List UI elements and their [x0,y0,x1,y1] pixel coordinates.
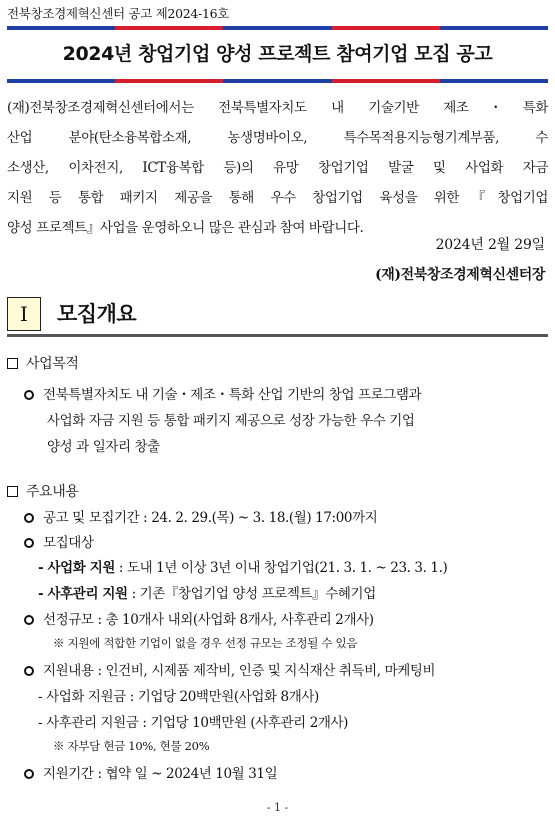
intro-paragraph [7,93,548,243]
section-number: Ⅰ [20,302,28,326]
square-bullet-icon [7,486,18,497]
target-sub-item: - 사후관리 지원 : 기존『창업기업 양성 프로젝트』수혜기업 [38,586,376,602]
scale-item: 선정규모 : 총 10개사 내외(사업화 8개사, 사후관리 2개사) [24,608,374,628]
intro-line: 산업 분야(탄소융복합소재, 농생명바이오, 특수목적용지능형기계부품, 수 [7,130,548,146]
circle-bullet-icon [24,390,34,400]
content-item: 지원내용 : 인건비, 시제품 제작비, 인증 및 지식재산 취득비, 마케팅비 [24,659,435,679]
main-heading: 주요내용 [7,481,79,501]
header-bottom-stripe [7,79,548,83]
section-number-box [7,297,41,331]
page-title: 2024년 창업기업 양성 프로젝트 참여기업 모집 공고 [62,43,493,65]
period-item: 공고 및 모집기간 : 24. 2. 29.(목) ~ 3. 18.(월) 17:00까지 [24,506,377,526]
document-number: 전북창조경제혁신센터 공고 제2024-16호 [7,6,230,21]
purpose-line: 전북특별자치도 내 기술・제조・특화 산업 기반의 창업 프로그램과 [24,383,421,403]
circle-bullet-icon [24,666,34,676]
content-sub-item: - 사후관리 지원금 : 기업당 10백만원 (사후관리 2개사) [38,715,349,731]
content-note: ※ 자부담 현금 10%, 현물 20% [53,739,210,753]
circle-bullet-icon [24,615,34,625]
square-bullet-icon [7,358,18,369]
section-divider [7,334,548,337]
target-sub-item: - 사업화 지원 : 도내 1년 이상 3년 이내 창업기업(21. 3. 1. ~ 23. 3. 1.) [38,560,448,576]
intro-line: 지원 등 통합 패키지 제공을 통해 우수 창업기업 육성을 위한『창업기업 [7,190,548,206]
circle-bullet-icon [24,513,34,523]
page-number: - 1 - [266,801,289,814]
circle-bullet-icon [24,769,34,779]
target-item: 모집대상 [24,531,94,551]
section-title: 모집개요 [57,302,137,326]
announcement-date: 2024년 2월 29일 [435,237,545,253]
scale-note: ※ 지원에 적합한 기업이 없을 경우 선정 규모는 조정될 수 있음 [53,636,358,650]
purpose-heading: 사업목적 [7,353,79,373]
header-top-stripe [7,26,548,30]
purpose-line: 사업화 자금 지원 등 통합 패키지 제공으로 성장 가능한 우수 기업 [47,413,415,429]
intro-line: 양성 프로젝트』사업을 운영하오니 많은 관심과 참여 바랍니다. [7,220,364,236]
duration-item: 지원기간 : 협약 일 ~ 2024년 10월 31일 [24,762,277,782]
content-sub-item: - 사업화 지원금 : 기업당 20백만원(사업화 8개사) [38,689,319,705]
signer: (재)전북창조경제혁신센터장 [375,267,545,283]
intro-line: (재)전북창조경제혁신센터에서는 전북특별자치도 내 기술기반 제조・특화 [7,100,548,116]
circle-bullet-icon [24,538,34,548]
intro-line: 소생산, 이차전지, ICT융복합 등)의 유망 창업기업 발굴 및 사업화 자금 [7,160,548,176]
purpose-line: 양성 과 일자리 창출 [47,439,160,455]
